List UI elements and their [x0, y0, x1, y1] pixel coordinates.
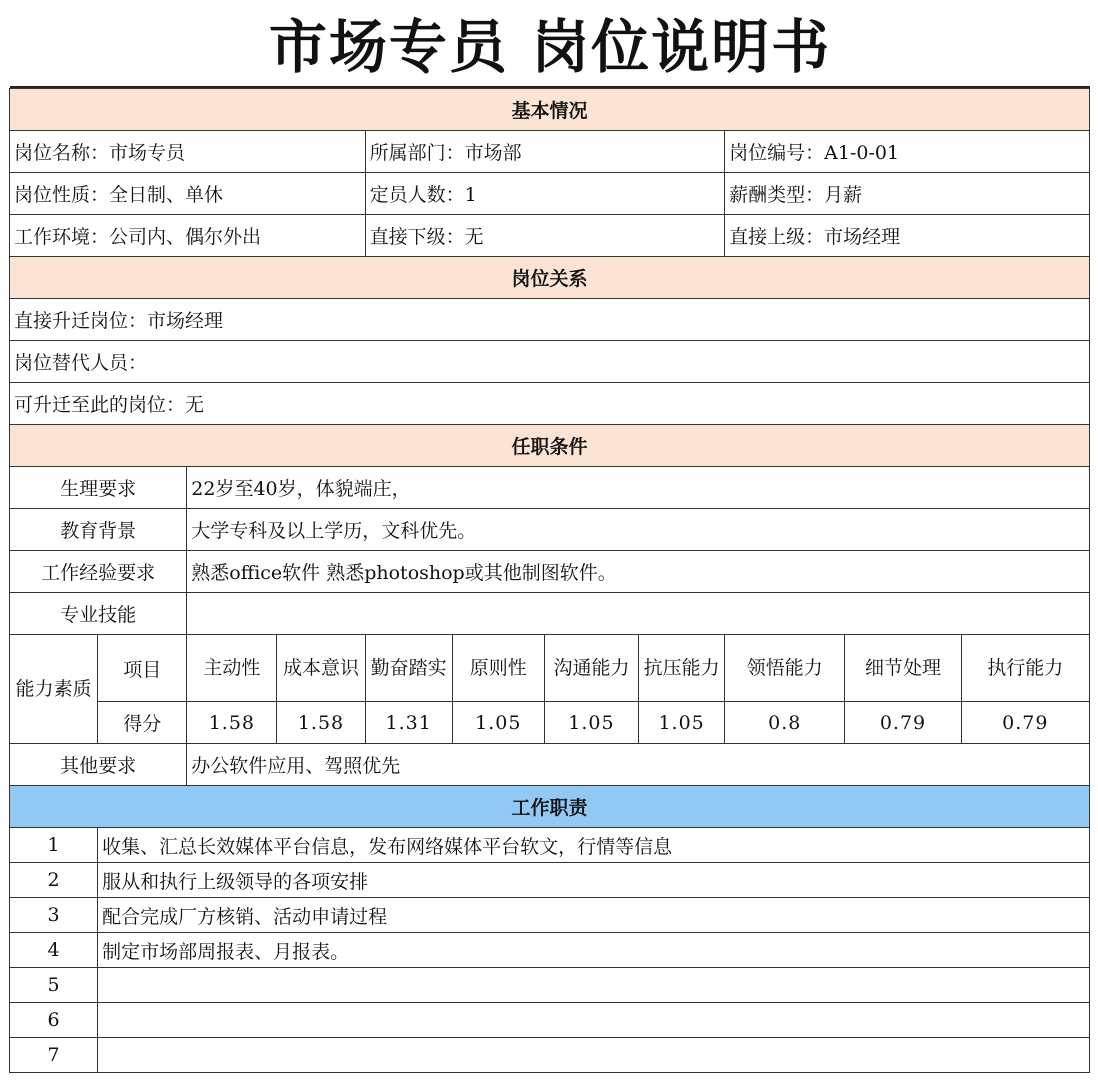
- ability-score: 0.79: [845, 702, 961, 744]
- section-basic-header: 基本情况: [10, 89, 1090, 131]
- ability-score-label: 得分: [98, 702, 187, 744]
- education-label: 教育背景: [10, 509, 187, 551]
- duty-number: 6: [10, 1003, 98, 1038]
- duty-text: 服从和执行上级领导的各项安排: [98, 863, 1090, 898]
- promotion-cell: 直接升迁岗位：市场经理: [10, 299, 1090, 341]
- department-cell: 所属部门：市场部: [365, 131, 725, 173]
- ability-score: 1.05: [544, 702, 638, 744]
- job-description-table: [9, 88, 1090, 1073]
- direct-subordinate-cell: 直接下级：无: [365, 215, 725, 257]
- duty-number: 3: [10, 898, 98, 933]
- physical-label: 生理要求: [10, 467, 187, 509]
- ability-item: 细节处理: [845, 635, 961, 702]
- duty-text: [98, 1038, 1090, 1073]
- job-nature-cell: 岗位性质：全日制、单休: [10, 173, 366, 215]
- ability-item: 抗压能力: [639, 635, 725, 702]
- other-value: 办公软件应用、驾照优先: [187, 744, 1090, 786]
- experience-value: 熟悉office软件 熟悉photoshop或其他制图软件。: [187, 551, 1090, 593]
- salary-type-cell: 薪酬类型：月薪: [725, 173, 1090, 215]
- ability-item: 执行能力: [961, 635, 1089, 702]
- job-code-cell: 岗位编号：A1-0-01: [725, 131, 1090, 173]
- promotion-from-cell: 可升迁至此的岗位：无: [10, 383, 1090, 425]
- ability-item: 成本意识: [277, 635, 365, 702]
- ability-score: 1.58: [187, 702, 277, 744]
- substitute-cell: 岗位替代人员：: [10, 341, 1090, 383]
- direct-supervisor-cell: 直接上级：市场经理: [725, 215, 1090, 257]
- ability-label: 能力素质: [10, 635, 98, 744]
- duty-number: 4: [10, 933, 98, 968]
- ability-item-label: 项目: [98, 635, 187, 702]
- ability-item: 主动性: [187, 635, 277, 702]
- experience-label: 工作经验要求: [10, 551, 187, 593]
- ability-item: 原则性: [452, 635, 544, 702]
- ability-score: 1.05: [452, 702, 544, 744]
- skills-value: [187, 593, 1090, 635]
- duty-text: 制定市场部周报表、月报表。: [98, 933, 1090, 968]
- ability-item: 沟通能力: [544, 635, 638, 702]
- headcount-cell: 定员人数：1: [365, 173, 725, 215]
- ability-score: 1.31: [365, 702, 452, 744]
- page-title: 市场专员 岗位说明书: [268, 13, 832, 81]
- work-environment-cell: 工作环境：公司内、偶尔外出: [10, 215, 366, 257]
- duty-number: 2: [10, 863, 98, 898]
- physical-value: 22岁至40岁，体貌端庄，: [187, 467, 1090, 509]
- section-relations-header: 岗位关系: [10, 257, 1090, 299]
- ability-item: 勤奋踏实: [365, 635, 452, 702]
- ability-score: 0.8: [725, 702, 845, 744]
- duty-text: [98, 968, 1090, 1003]
- ability-score: 1.05: [639, 702, 725, 744]
- ability-score: 1.58: [277, 702, 365, 744]
- duty-number: 5: [10, 968, 98, 1003]
- section-requirements-header: 任职条件: [10, 425, 1090, 467]
- duty-number: 1: [10, 828, 98, 863]
- duty-text: 配合完成厂方核销、活动申请过程: [98, 898, 1090, 933]
- skills-label: 专业技能: [10, 593, 187, 635]
- job-name-cell: 岗位名称：市场专员: [10, 131, 366, 173]
- other-label: 其他要求: [10, 744, 187, 786]
- ability-item: 领悟能力: [725, 635, 845, 702]
- education-value: 大学专科及以上学历，文科优先。: [187, 509, 1090, 551]
- ability-score: 0.79: [961, 702, 1089, 744]
- section-duties-header: 工作职责: [10, 786, 1090, 828]
- duty-text: [98, 1003, 1090, 1038]
- duty-number: 7: [10, 1038, 98, 1073]
- duty-text: 收集、汇总长效媒体平台信息，发布网络媒体平台软文，行情等信息: [98, 828, 1090, 863]
